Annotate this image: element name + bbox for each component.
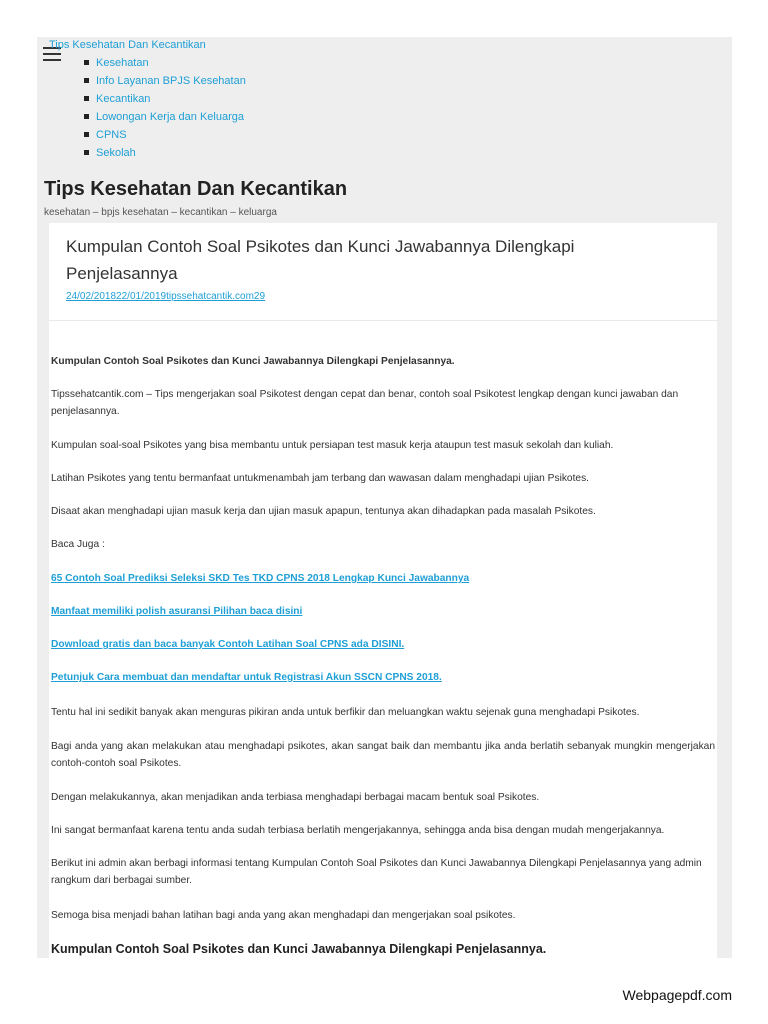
nav-link-sekolah[interactable]: Sekolah <box>96 147 136 159</box>
paragraph: Disaat akan menghadapi ujian masuk kerja dan ujian masuk apapun, tentunya akan dihadapkan pada masalah Psikotes. <box>51 506 596 517</box>
related-link-download-soal[interactable]: Download gratis dan baca banyak Contoh Latihan Soal CPNS ada DISINI. <box>51 639 405 650</box>
nav-item-kesehatan <box>84 54 246 72</box>
article-meta-link[interactable]: 24/02/201822/01/2019tipssehatcantik.com29 <box>66 291 266 302</box>
footer-brand: Webpagepdf.com <box>622 987 732 1003</box>
site-title: Tips Kesehatan Dan Kecantikan <box>44 178 348 200</box>
paragraph: Kumpulan soal-soal Psikotes yang bisa membantu untuk persiapan test masuk kerja ataupun test masuk sekolah dan kuliah. <box>51 440 614 451</box>
nav-item-bpjs <box>84 72 246 90</box>
paragraph: Semoga bisa menjadi bahan latihan bagi anda yang akan menghadapi dan mengerjakan soal psikotes. <box>51 910 516 921</box>
paragraph: Dengan melakukannya, akan menjadikan anda terbiasa menghadapi berbagai macam bentuk soal Psikotes. <box>51 792 540 803</box>
paragraph: Bagi anda yang akan melakukan atau menghadapi psikotes, akan sangat baik dan membantu jika anda berlatih sebanyak mungkin mengerjakan contoh-contoh soal Psikotes. <box>51 741 715 769</box>
main-nav <box>84 54 246 162</box>
related-link-sscn[interactable]: Petunjuk Cara membuat dan mendaftar untuk Registrasi Akun SSCN CPNS 2018. <box>51 672 442 683</box>
related-link-asuransi[interactable]: Manfaat memiliki polish asuransi Pilihan baca disini <box>51 606 303 617</box>
page-container <box>37 37 732 958</box>
divider <box>49 320 717 321</box>
nav-link-lowongan[interactable]: Lowongan Kerja dan Keluarga <box>96 111 245 123</box>
paragraph: Berikut ini admin akan berbagi informasi tentang Kumpulan Contoh Soal Psikotes dan Kunci Jawabannya Dilengkapi Penjelasannya yang admin rangkum dari berbagai sumber. <box>51 858 702 886</box>
site-home-link[interactable]: Tips Kesehatan Dan Kecantikan <box>49 39 206 51</box>
related-link-skd-cpns[interactable]: 65 Contoh Soal Prediksi Seleksi SKD Tes TKD CPNS 2018 Lengkap Kunci Jawabannya <box>51 573 470 584</box>
section-heading: Kumpulan Contoh Soal Psikotes dan Kunci Jawabannya Dilengkapi Penjelasannya. <box>51 942 547 956</box>
paragraph: Tentu hal ini sedikit banyak akan menguras pikiran anda untuk berfikir dan meluangkan waktu sejenak guna menghadapi Psikotes. <box>51 707 640 718</box>
article-card <box>49 223 717 958</box>
paragraph: Ini sangat bermanfaat karena tentu anda sudah terbiasa berlatih mengerjakannya, sehingga anda bisa dengan mudah mengerjakannya. <box>51 825 665 836</box>
article-title: Kumpulan Contoh Soal Psikotes dan Kunci Jawabannya Dilengkapi Penjelasannya <box>66 237 575 283</box>
nav-item-lowongan <box>84 108 246 126</box>
read-also-label: Baca Juga : <box>51 539 105 550</box>
nav-link-bpjs[interactable]: Info Layanan BPJS Kesehatan <box>96 75 246 87</box>
nav-link-kesehatan[interactable]: Kesehatan <box>96 57 149 69</box>
nav-item-sekolah <box>84 144 246 162</box>
nav-link-kecantikan[interactable]: Kecantikan <box>96 93 151 105</box>
article-intro-bold: Kumpulan Contoh Soal Psikotes dan Kunci Jawabannya Dilengkapi Penjelasannya. <box>51 356 455 367</box>
paragraph: Tipssehatcantik.com – Tips mengerjakan soal Psikotest dengan cepat dan benar, contoh soal Psikotest lengkap dengan kunci jawaban dan penjelasannya. <box>51 389 679 417</box>
site-description: kesehatan – bpjs kesehatan – kecantikan – keluarga <box>44 207 277 218</box>
nav-item-cpns <box>84 126 246 144</box>
paragraph: Latihan Psikotes yang tentu bermanfaat untukmenambah jam terbang dan wawasan dalam menghadapi ujian Psikotes. <box>51 473 590 484</box>
nav-link-cpns[interactable]: CPNS <box>96 129 127 141</box>
nav-item-kecantikan <box>84 90 246 108</box>
